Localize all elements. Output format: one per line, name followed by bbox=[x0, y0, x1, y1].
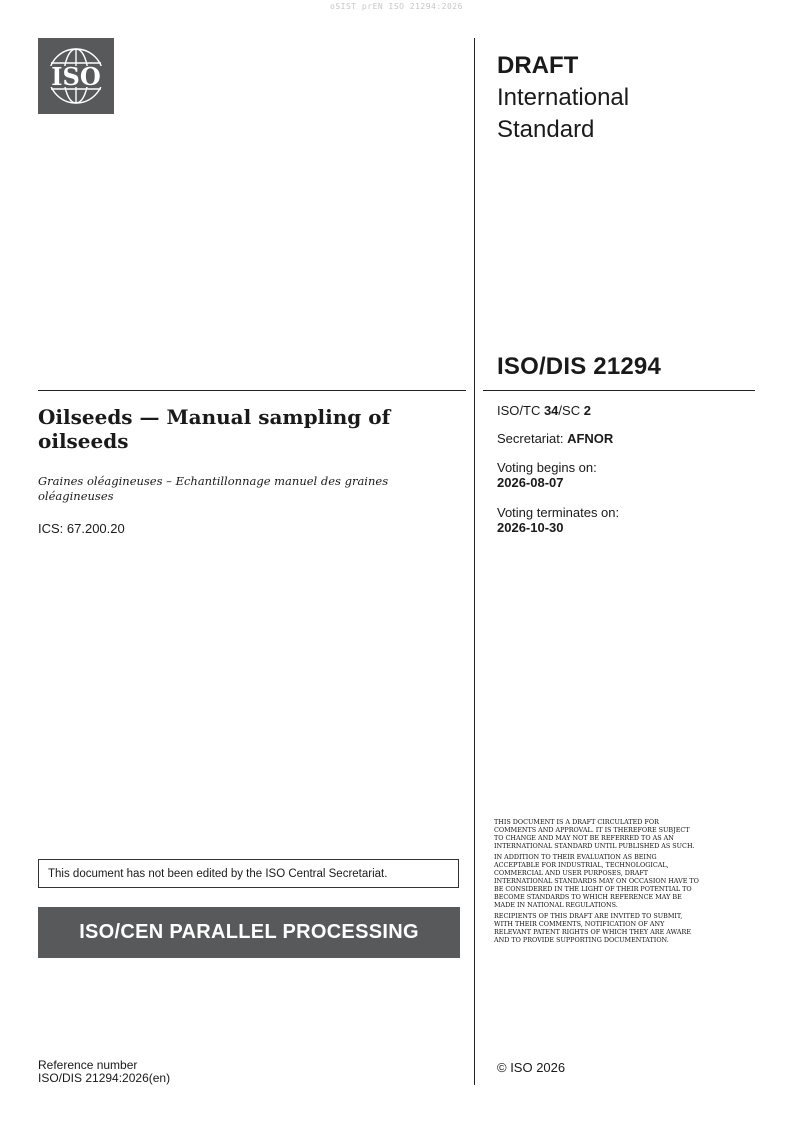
secretariat-value: AFNOR bbox=[567, 431, 614, 446]
ics-code: ICS: 67.200.20 bbox=[38, 521, 125, 536]
international-line: International bbox=[497, 84, 630, 111]
voting-begins-label: Voting begins on: bbox=[497, 460, 597, 475]
french-title: Graines oléagineuses – Echantillonnage manuel des graines oléagineuses bbox=[38, 474, 389, 503]
reference-number bbox=[38, 1059, 170, 1085]
tc-prefix: ISO/TC bbox=[497, 403, 544, 418]
document-id: ISO/DIS 21294 bbox=[497, 353, 662, 380]
draft-disclaimer bbox=[494, 818, 699, 947]
draft-line: DRAFT bbox=[497, 52, 579, 79]
committee bbox=[497, 403, 591, 418]
secretariat bbox=[497, 431, 613, 446]
globe-icon bbox=[38, 38, 114, 114]
voting-begins-date: 2026-08-07 bbox=[497, 475, 564, 490]
sc-prefix: /SC bbox=[558, 403, 584, 418]
tc-number: 34 bbox=[543, 403, 559, 418]
horizontal-divider-left bbox=[38, 390, 466, 391]
sc-number: 2 bbox=[583, 403, 591, 418]
logo-text: ISO bbox=[51, 62, 101, 91]
iso-logo bbox=[38, 38, 114, 114]
disclaimer-paragraph: IN ADDITION TO THEIR EVALUATION AS BEING ACCEPTABLE FOR INDUSTRIAL, TECHNOLOGICAL, COMMERCIAL AND USER PURPOSES, DRAFT INTERNATIONAL STANDARDS MAY ON OCCASION HAVE TO BE CONSIDERED IN THE LIGHT OF THEIR POTENTIAL TO BECOME STANDARDS TO WHICH REFERENCE MAY BE MADE IN NATIONAL REGULATIONS. bbox=[494, 853, 699, 909]
draft-heading bbox=[497, 50, 757, 146]
voting-terminates-date: 2026-10-30 bbox=[497, 520, 564, 535]
edit-notice: This document has not been edited by the ISO Central Secretariat. bbox=[38, 859, 459, 888]
document-title: Oilseeds — Manual sampling of oilseeds bbox=[38, 405, 391, 453]
voting-terminates bbox=[497, 505, 619, 535]
reference-value: ISO/DIS 21294:2026(en) bbox=[38, 1071, 171, 1085]
disclaimer-paragraph: RECIPIENTS OF THIS DRAFT ARE INVITED TO SUBMIT, WITH THEIR COMMENTS, NOTIFICATION OF ANY RELEVANT PATENT RIGHTS OF WHICH THEY ARE AWARE AND TO PROVIDE SUPPORTING DOCUMENTATION. bbox=[494, 912, 691, 944]
disclaimer-paragraph: THIS DOCUMENT IS A DRAFT CIRCULATED FOR COMMENTS AND APPROVAL. IT IS THEREFORE SUBJECT TO CHANGE AND MAY NOT BE REFERRED TO AS AN INTERNATIONAL STANDARD UNTIL PUBLISHED AS SUCH. bbox=[494, 818, 695, 850]
voting-begins bbox=[497, 460, 597, 490]
parallel-processing-banner: ISO/CEN PARALLEL PROCESSING bbox=[38, 907, 460, 958]
secretariat-label: Secretariat: bbox=[497, 431, 568, 446]
horizontal-divider-right bbox=[483, 390, 755, 391]
voting-terminates-label: Voting terminates on: bbox=[497, 505, 620, 520]
standard-line: Standard bbox=[497, 116, 595, 143]
copyright: © ISO 2026 bbox=[497, 1060, 566, 1075]
reference-label: Reference number bbox=[38, 1058, 138, 1072]
vertical-divider bbox=[474, 38, 475, 1085]
watermark: oSIST prEN ISO 21294:2026 bbox=[330, 2, 463, 11]
